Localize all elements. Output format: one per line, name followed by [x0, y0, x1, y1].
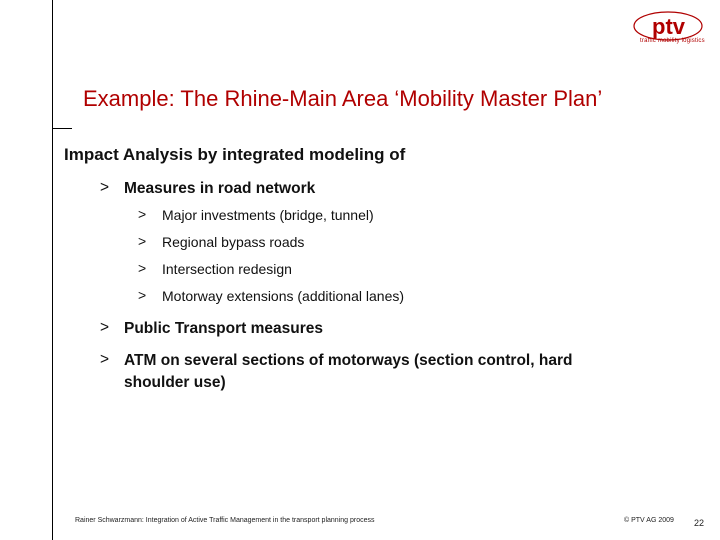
bullet-arrow-icon: > — [138, 206, 147, 222]
logo-text: ptv — [652, 14, 685, 39]
left-vertical-rule — [52, 0, 53, 540]
slide-title: Example: The Rhine-Main Area ‘Mobility Master Plan’ — [83, 86, 603, 111]
bullet-arrow-icon: > — [138, 233, 147, 249]
title-underline-tick — [52, 128, 72, 129]
bullet-arrow-icon: > — [100, 319, 110, 336]
bullet-arrow-icon: > — [138, 260, 147, 276]
bullet-label-line2: shoulder use) — [124, 374, 226, 391]
footer-copyright: © PTV AG 2009 — [624, 517, 674, 524]
bullet-label: Public Transport measures — [124, 320, 323, 337]
bullet-arrow-icon: > — [100, 351, 110, 368]
sub-bullet-label: Major investments (bridge, tunnel) — [162, 207, 374, 223]
slide-heading: Impact Analysis by integrated modeling of — [64, 145, 406, 164]
footer-author-title: Rainer Schwarzmann: Integration of Active Traffic Management in the transport planning process — [75, 517, 375, 524]
sub-bullet-label: Motorway extensions (additional lanes) — [162, 288, 405, 304]
logo-tagline: traffic mobility logistics — [640, 38, 705, 44]
sub-bullet-label: Intersection redesign — [162, 261, 292, 277]
sub-bullet-label: Regional bypass roads — [162, 234, 305, 250]
bullet-arrow-icon: > — [138, 287, 147, 303]
bullet-arrow-icon: > — [100, 179, 110, 196]
page-number: 22 — [694, 518, 705, 528]
bullet-label-line1: ATM on several sections of motorways (section control, hard — [124, 352, 573, 369]
bullet-label: Measures in road network — [124, 180, 316, 197]
